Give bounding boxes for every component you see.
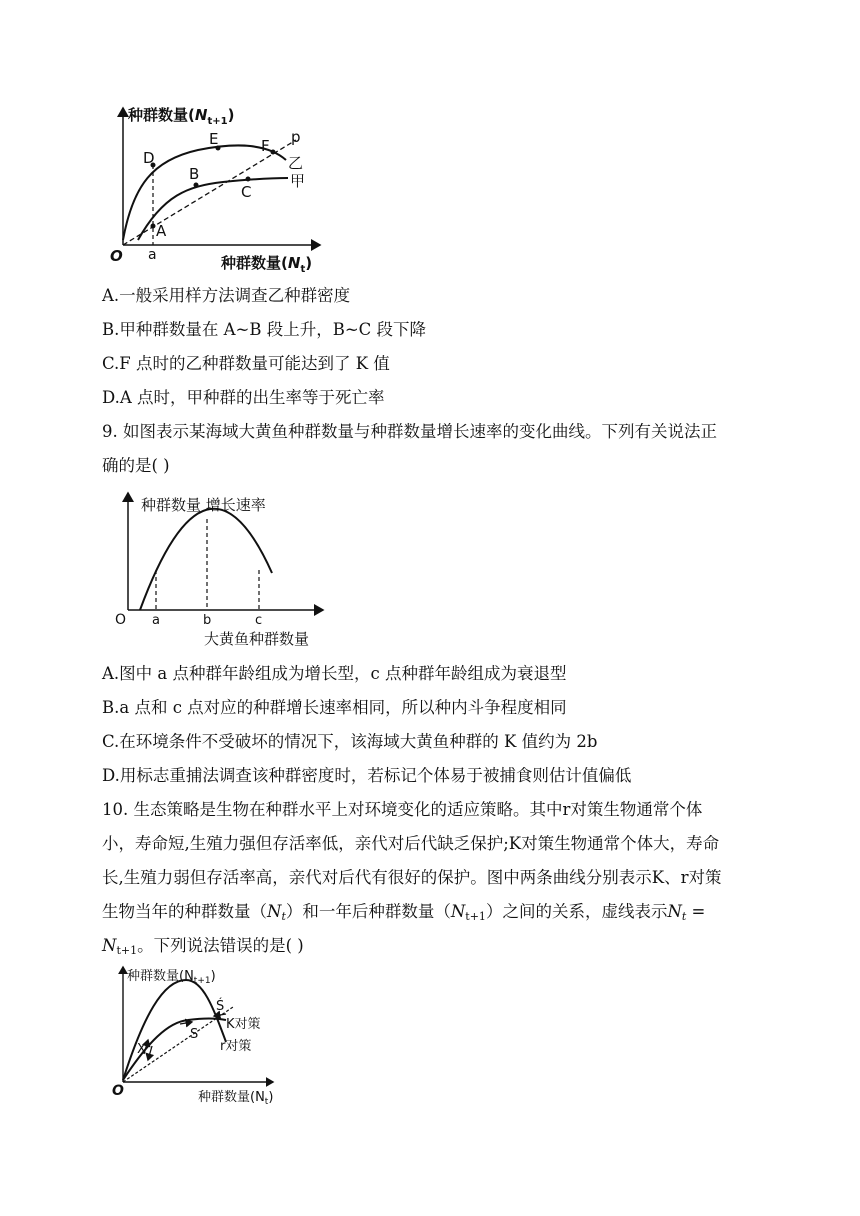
arrow-x-down	[148, 1046, 152, 1060]
q8-option-d: D.A 点时，甲种群的出生率等于死亡率	[102, 388, 385, 407]
q10-sub-t1: t+1	[465, 910, 486, 923]
q8-option-b: B.甲种群数量在 A~B 段上升，B~C 段下降	[102, 320, 427, 339]
q10-line4-b: ）和一年后种群数量（	[285, 902, 451, 921]
q10-sub-t1: t+1	[116, 944, 138, 957]
fig3-label-K: K对策	[226, 1017, 261, 1032]
fig1-ylabel: 种群数量$(N_{t+1})$	[128, 106, 235, 127]
q9-option-b: B.a 点和 c 点对应的种群增长速率相同，所以种内斗争程度相同	[102, 698, 567, 717]
fig2-tick-b: b	[203, 613, 212, 628]
label-A: A	[156, 222, 167, 240]
fig2-tick-a: a	[152, 613, 160, 628]
point-B-dot	[194, 183, 199, 188]
q10-sub-t: t	[681, 910, 687, 923]
q10-line4-d: =	[686, 902, 706, 921]
q10-line1: 10. 生态策略是生物在种群水平上对环境变化的适应策略。其中r对策生物通常个体	[102, 800, 703, 819]
label-jia: 甲	[290, 172, 306, 190]
point-A-dot	[151, 224, 156, 229]
fig1-xlabel: 种群数量$(N_t)$	[221, 254, 313, 275]
curve-r-strategy	[123, 980, 226, 1080]
q10-var-N: N	[267, 902, 282, 921]
fig1-origin: O	[110, 247, 123, 265]
label-B: B	[189, 165, 200, 183]
point-C-dot	[246, 177, 251, 182]
label-p: p	[291, 128, 301, 146]
q10-line3: 长,生殖力弱但存活率高，亲代对后代有很好的保护。图中两条曲线分别表示K、r对策	[102, 868, 722, 887]
q10-line4	[102, 900, 762, 929]
q9-option-c: C.在环境条件不受破坏的情况下，该海域大黄鱼种群的 K 值约为 2b	[102, 732, 598, 751]
q9-option-a: A.图中 a 点种群年龄组成为增长型，c 点种群年龄组成为衰退型	[102, 664, 567, 683]
q10-line2: 小，寿命短,生殖力强但存活率低，亲代对后代缺乏保护;K对策生物通常个体大，寿命	[102, 834, 720, 853]
fig3-label-X: X	[137, 1042, 146, 1057]
fig2-origin: O	[115, 612, 127, 628]
figure-1	[108, 100, 333, 275]
q10-var-N: N	[667, 902, 682, 921]
figure-2	[108, 488, 333, 648]
q10-sub-t: t	[281, 910, 286, 923]
fig1-tick-a: a	[148, 247, 157, 263]
fig3-label-r: r对策	[220, 1039, 252, 1054]
label-yi: 乙	[288, 154, 304, 172]
fig2-ylabel: 种群数量 增长速率	[141, 496, 266, 514]
q10-line5	[102, 934, 762, 963]
label-E: E	[209, 130, 219, 148]
fig3-label-S2: Ś	[216, 999, 225, 1014]
q8-option-a: A.一般采用样方法调查乙种群密度	[102, 286, 351, 305]
q9-option-d: D.用标志重捕法调查该种群密度时，若标记个体易于被捕食则估计值偏低	[102, 766, 632, 785]
fig3-xlabel: 种群数量$(N_t)$	[198, 1090, 274, 1107]
q10-line5-text: 。下列说法错误的是( )	[137, 936, 304, 955]
fig2-xlabel: 大黄鱼种群数量	[204, 630, 310, 648]
growth-rate-curve	[140, 509, 272, 610]
point-F-dot	[271, 150, 276, 155]
q9-stem-line1: 9. 如图表示某海域大黄鱼种群数量与种群数量增长速率的变化曲线。下列有关说法正	[102, 422, 717, 441]
q9-stem-line2: 确的是( )	[102, 456, 170, 475]
fig2-tick-c: c	[255, 613, 263, 628]
q10-line4-c: ）之间的关系，虚线表示	[485, 902, 668, 921]
arrow-s-right	[180, 1022, 192, 1024]
label-C: C	[241, 183, 252, 201]
fig3-ylabel: 种群数量$(N_{t+1})$	[127, 969, 216, 986]
fig3-origin: O	[112, 1083, 124, 1099]
label-F: F	[261, 137, 270, 155]
q10-line4-a: 生物当年的种群数量（	[102, 902, 267, 921]
q10-var-N: N	[450, 902, 466, 921]
q10-var-N: N	[102, 936, 117, 955]
figure-3	[108, 962, 288, 1107]
q8-option-c: C.F 点时的乙种群数量可能达到了 K 值	[102, 354, 390, 373]
fig3-label-S: S	[190, 1027, 199, 1042]
label-D: D	[143, 149, 155, 167]
